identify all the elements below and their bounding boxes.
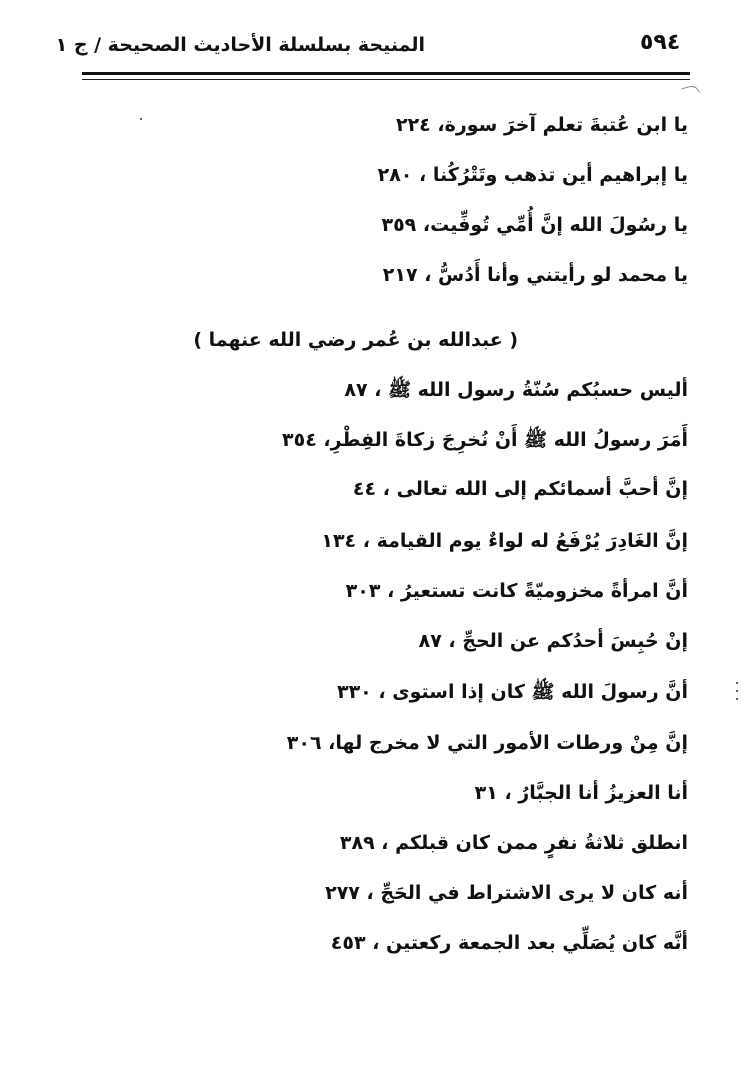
- index-entry: أليس حسبُكم سُنّةُ رسول الله ﷺ ، ٨٧: [344, 379, 688, 401]
- index-entry: أنا العزيزُ أنا الجبَّارُ ، ٣١: [474, 782, 688, 804]
- index-entry: إنَّ الغَادِرَ يُرْفَعُ له لواءٌ يوم القيامة ، ١٣٤: [321, 530, 688, 552]
- index-entry: أنَّ رسولَ الله ﷺ كان إذا استوى ، ٣٣٠: [336, 681, 688, 703]
- scan-mark: [681, 84, 700, 97]
- index-entry: إنَّ مِنْ ورطات الأمور التي لا مخرج لها، ٣٠٦: [286, 732, 688, 754]
- section-heading: ( عبدالله بن عُمر رضي الله عنهما ): [193, 329, 518, 351]
- page-number: ٥٩٤: [640, 30, 681, 55]
- index-entry: يا إبراهيم أين تذهب وتَتْرُكُنا ، ٢٨٠: [377, 164, 688, 186]
- index-entry: إنَّ أحبَّ أسمائكم إلى الله تعالى ، ٤٤: [352, 478, 688, 500]
- scan-speck: [736, 682, 738, 684]
- header-rule-thin: [82, 79, 690, 80]
- running-header-title: المنيحة بسلسلة الأحاديث الصحيحة / ج ١: [55, 34, 425, 56]
- index-entry: يا ابن عُتبةَ تعلم آخرَ سورة، ٢٢٤: [395, 114, 688, 136]
- scan-speck: [736, 698, 738, 700]
- index-entry: أَمَرَ رسولُ الله ﷺ أَنْ نُخرِجَ زكاةَ الفِطْرِ، ٣٥٤: [282, 429, 688, 451]
- index-entry: أنَّه كان يُصَلِّي بعد الجمعة ركعتين ، ٤٥٣: [330, 932, 688, 954]
- index-entry: أنَّ امرأةً مخزوميّةً كانت تستعيرُ ، ٣٠٣: [345, 580, 688, 602]
- scan-speck: [736, 690, 738, 692]
- index-entry: انطلق ثلاثةُ نفرٍ ممن كان قبلكم ، ٣٨٩: [339, 832, 688, 854]
- header-rule-thick: [82, 72, 690, 75]
- index-entry: أنه كان لا يرى الاشتراط في الحَجِّ ، ٢٧٧: [325, 882, 688, 904]
- index-entry: يا محمد لو رأيتني وأنا أَدُسُّ ، ٢١٧: [382, 264, 688, 286]
- index-entry: إنْ حُبِسَ أحدُكم عن الحجِّ ، ٨٧: [418, 630, 688, 652]
- scan-speck: [140, 118, 142, 120]
- index-entry: يا رسُولَ الله إنَّ أُمِّي تُوفِّيت، ٣٥٩: [381, 214, 688, 236]
